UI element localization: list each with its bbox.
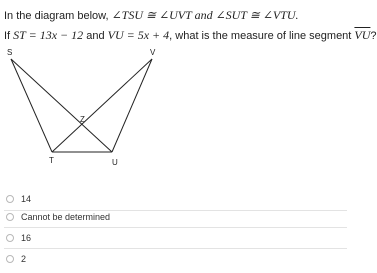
question-line-1 (4, 8, 299, 23)
choice-option-3[interactable] (0, 227, 350, 249)
radio-button[interactable] (6, 195, 14, 203)
question-and-text: and (83, 30, 108, 42)
angle-congruence-statement: ∠TSU ≅ ∠UVT and ∠SUT ≅ ∠VTU. (111, 8, 299, 22)
segment-s-u (11, 59, 112, 152)
segment-vu: $\overline{VU}$ (354, 28, 371, 42)
choice-label: 14 (21, 194, 32, 204)
label-u: U (112, 158, 118, 167)
label-t: T (49, 156, 54, 165)
radio-button[interactable] (6, 234, 14, 242)
radio-button[interactable] (6, 213, 14, 221)
segment-s-t (11, 59, 52, 152)
label-s: S (7, 48, 13, 57)
question-mark: ? (370, 30, 377, 42)
question-prefix: In the diagram below, (4, 10, 112, 22)
label-z: Z (80, 115, 85, 124)
choice-option-2[interactable] (0, 206, 350, 228)
choice-label: 16 (21, 233, 32, 243)
choice-label: 2 (21, 254, 27, 264)
st-expression: ST = 13x − 12 (13, 28, 84, 42)
question-if-text: If (4, 30, 14, 42)
question-measure-text: , what is the measure of line segment (169, 30, 355, 42)
segment-v-u (112, 59, 152, 152)
question-line-2 (4, 28, 377, 43)
choice-label: Cannot be determined (21, 212, 111, 222)
label-v: V (150, 48, 156, 57)
vu-expression: VU = 5x + 4 (107, 28, 170, 42)
radio-button[interactable] (6, 255, 14, 263)
geometry-diagram (0, 44, 200, 170)
segment-v-t (52, 59, 152, 152)
choice-option-4[interactable] (0, 248, 350, 270)
